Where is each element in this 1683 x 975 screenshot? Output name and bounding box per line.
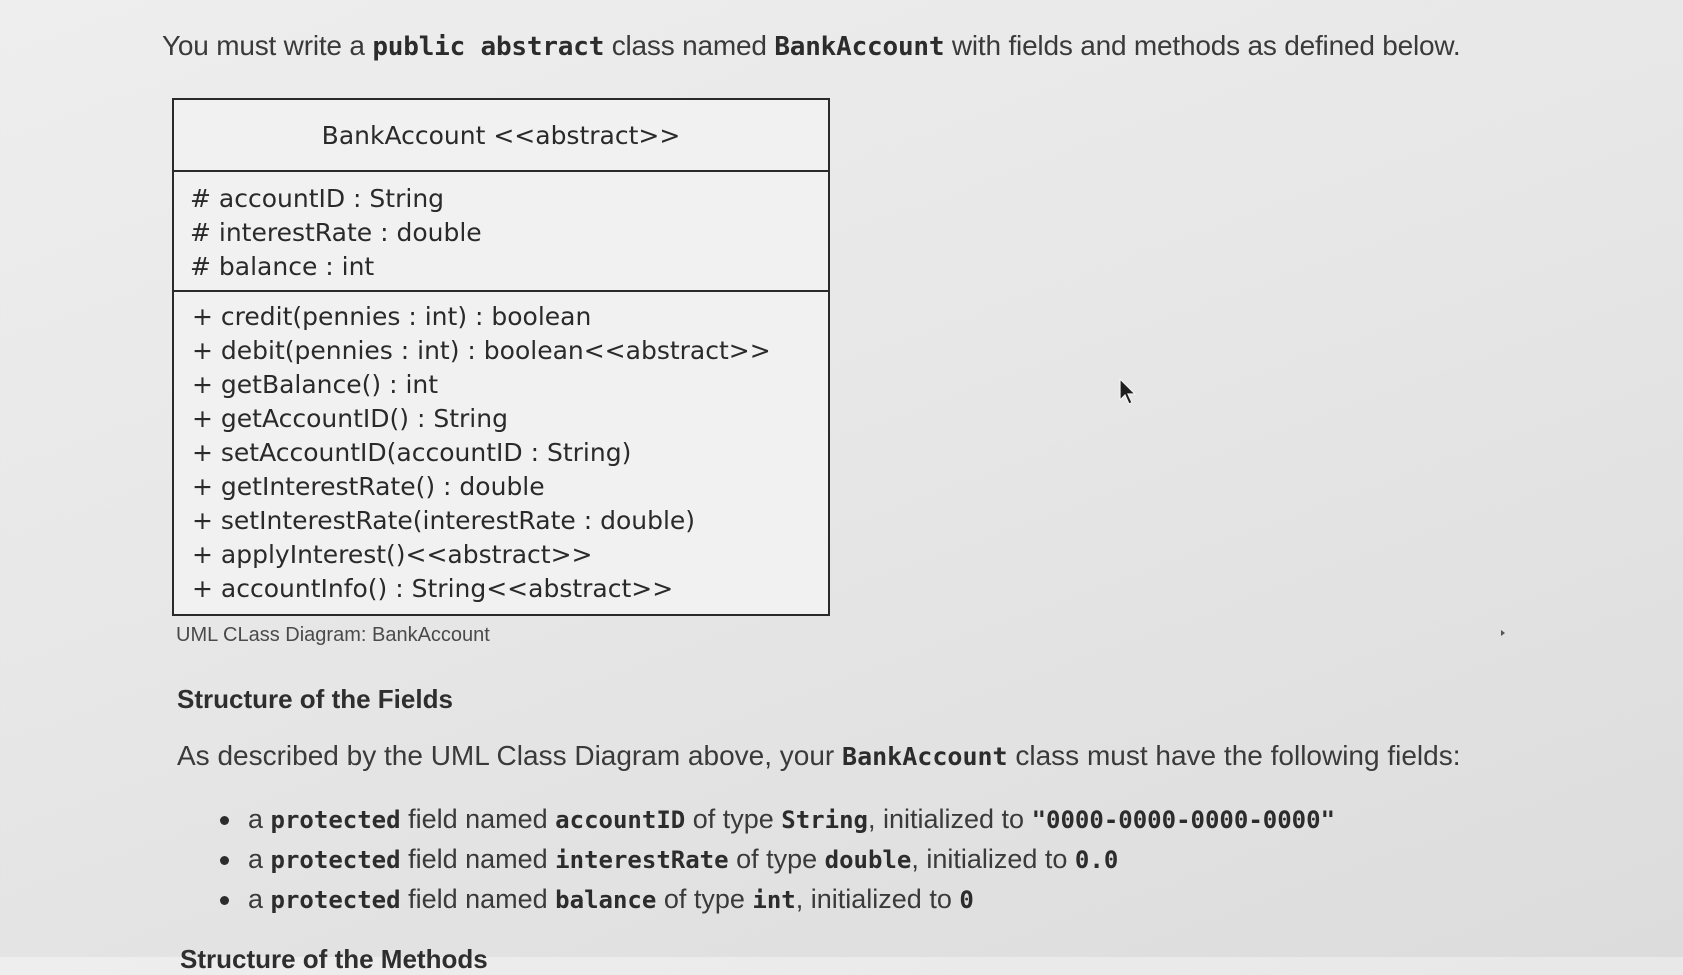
item-text: , initialized to: [911, 844, 1075, 874]
uml-method: + applyInterest()<<abstract>>: [192, 540, 593, 569]
item-code: "0000-0000-0000-0000": [1031, 806, 1336, 834]
item-text: a: [248, 804, 271, 834]
item-text: a: [248, 884, 271, 914]
item-text: of type: [728, 844, 825, 874]
paragraph-text-part: class must have the following fields:: [1007, 740, 1461, 771]
uml-method: + getBalance() : int: [192, 370, 439, 399]
item-code: String: [781, 806, 868, 834]
section-paragraph: [177, 740, 1461, 772]
mouse-pointer-icon: [1118, 378, 1138, 406]
uml-class-header: [174, 100, 828, 172]
uml-method: + getInterestRate() : double: [192, 472, 545, 501]
item-code: 0: [959, 886, 974, 914]
uml-method: + setAccountID(accountID : String): [192, 438, 632, 467]
item-text: field named: [400, 844, 556, 874]
intro-code-classname: BankAccount: [774, 32, 945, 62]
uml-method: + getAccountID() : String: [192, 404, 508, 433]
item-text: of type: [685, 804, 782, 834]
uml-field: # accountID : String: [190, 184, 445, 213]
item-text: of type: [656, 884, 753, 914]
item-code: protected: [270, 886, 401, 914]
intro-text: [162, 30, 1460, 62]
item-code: int: [752, 886, 796, 914]
small-arrow-icon: [1500, 630, 1506, 636]
uml-class-diagram: [172, 98, 830, 616]
intro-text-part: You must write a: [162, 30, 373, 61]
bullet-icon: [220, 816, 229, 825]
bullet-icon: [220, 896, 229, 905]
diagram-caption: UML CLass Diagram: BankAccount: [176, 624, 490, 646]
list-item: [220, 840, 1335, 880]
uml-method: + debit(pennies : int) : boolean<<abstract>>: [192, 336, 771, 365]
next-section-heading: Structure of the Methods: [180, 944, 488, 974]
item-text: field named: [400, 884, 556, 914]
item-text: a: [248, 844, 271, 874]
uml-methods-section: [174, 292, 828, 614]
intro-code-modifiers: public abstract: [372, 32, 605, 62]
item-text: , initialized to: [795, 884, 960, 914]
field-requirements-list: [220, 800, 1335, 920]
uml-method: + credit(pennies : int) : boolean: [192, 302, 592, 331]
paragraph-code-classname: BankAccount: [842, 742, 1008, 771]
item-code: accountID: [555, 806, 686, 834]
intro-text-part: class named: [604, 30, 775, 61]
list-item: [220, 880, 1335, 920]
uml-method: + accountInfo() : String<<abstract>>: [192, 574, 674, 603]
uml-field: # interestRate : double: [190, 218, 482, 247]
item-code: double: [824, 846, 912, 874]
item-code: protected: [270, 846, 401, 874]
item-text: , initialized to: [867, 804, 1032, 834]
item-text: field named: [400, 804, 556, 834]
list-item: [220, 800, 1335, 840]
item-code: interestRate: [555, 846, 729, 874]
item-code: protected: [270, 806, 401, 834]
uml-field: # balance : int: [190, 252, 375, 281]
section-heading: Structure of the Fields: [177, 684, 453, 714]
item-code: balance: [555, 886, 657, 914]
uml-method: + setInterestRate(interestRate : double): [192, 506, 696, 535]
uml-class-name: BankAccount <<abstract>>: [321, 120, 681, 150]
uml-fields-section: [174, 172, 828, 292]
intro-text-part: with fields and methods as defined below.: [944, 30, 1461, 61]
bullet-icon: [220, 856, 229, 865]
item-code: 0.0: [1074, 846, 1119, 874]
paragraph-text-part: As described by the UML Class Diagram above, your: [177, 740, 843, 771]
